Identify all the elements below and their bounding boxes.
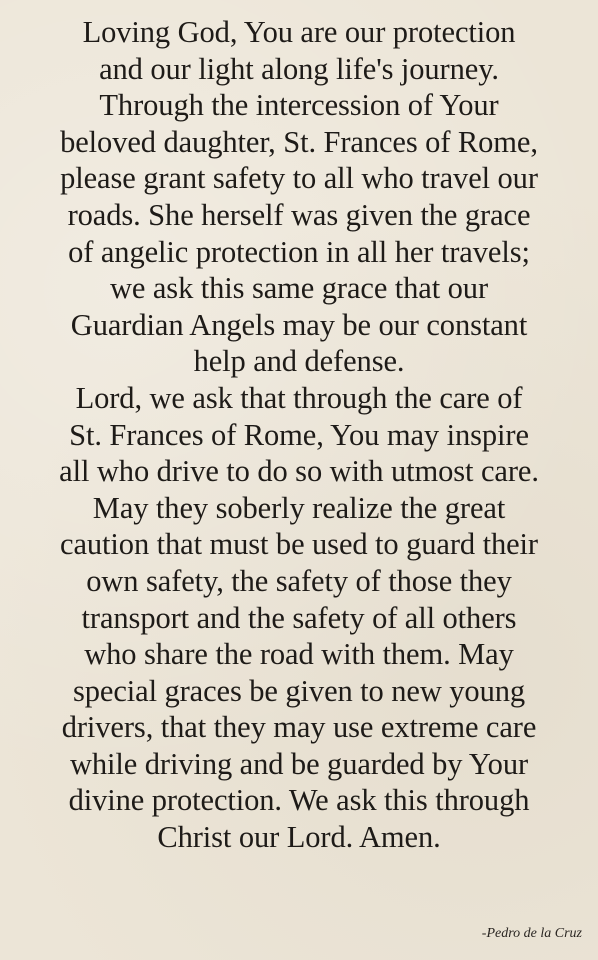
prayer-line: transport and the safety of all others xyxy=(81,600,517,635)
prayer-line: all who drive to do so with utmost care. xyxy=(59,454,539,489)
prayer-line: St. Frances of Rome, You may inspire xyxy=(69,417,529,452)
prayer-line: and our light along life's journey. xyxy=(99,51,499,86)
prayer-line: we ask this same grace that our xyxy=(109,271,489,306)
prayer-line: drivers, that they may use extreme care xyxy=(61,710,537,745)
prayer-line: beloved daughter, St. Frances of Rome, xyxy=(60,124,538,159)
prayer-line: own safety, the safety of those they xyxy=(86,563,512,598)
prayer-line: special graces be given to new young xyxy=(72,673,526,708)
author-attribution: -Pedro de la Cruz xyxy=(481,926,582,941)
prayer-line: divine protection. We ask this through xyxy=(68,783,530,818)
prayer-line: roads. She herself was given the grace xyxy=(67,197,531,232)
prayer-line: Christ our Lord. Amen. xyxy=(157,820,441,855)
prayer-text xyxy=(0,14,598,856)
prayer-line: Guardian Angels may be our constant xyxy=(70,307,528,342)
prayer-line: caution that must be used to guard their xyxy=(60,527,538,562)
prayer-line: of angelic protection in all her travels; xyxy=(68,234,530,269)
prayer-line: please grant safety to all who travel our xyxy=(60,161,538,196)
prayer-line: who share the road with them. May xyxy=(84,637,514,672)
prayer-line: Lord, we ask that through the care of xyxy=(75,380,523,415)
prayer-line: May they soberly realize the great xyxy=(92,490,506,525)
prayer-line: while driving and be guarded by Your xyxy=(69,746,529,781)
prayer-line: Loving God, You are our protection xyxy=(82,15,516,49)
prayer-line: Through the intercession of Your xyxy=(99,88,499,123)
prayer-line: help and defense. xyxy=(193,344,405,379)
